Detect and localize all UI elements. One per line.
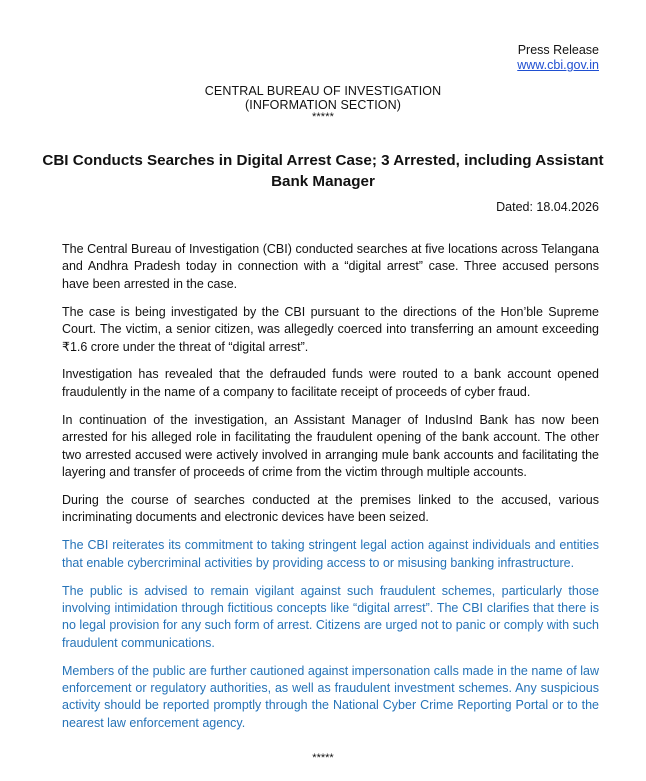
press-release-label: Press Release xyxy=(517,43,599,57)
paragraph-seizures: During the course of searches conducted at the premises linked to the accused, various incriminating documents and electronic devices have been seized. xyxy=(62,492,599,525)
paragraph-case-background: The case is being investigated by the CBI pursuant to the directions of the Hon’ble Supreme Court. The victim, a senior citizen, was allegedly coerced into transferring an amount exceeding ₹1.6 crore under the threat of “digital arrest”. xyxy=(62,304,599,354)
paragraph-commitment: The CBI reiterates its commitment to taking stringent legal action against individuals and entities that enable cybercriminal activities by providing access to or misusing banking infrastructure. xyxy=(62,538,599,570)
agency-separator: ***** xyxy=(312,111,334,123)
press-release-header xyxy=(517,43,599,73)
paragraph-investigation-findings: Investigation has revealed that the defrauded funds were routed to a bank account opened fraudulently in the name of a company to facilitate receipt of proceeds of cyber fraud. xyxy=(62,367,599,399)
agency-name: CENTRAL BUREAU OF INVESTIGATION xyxy=(204,84,442,98)
paragraph-caution: Members of the public are further cautioned against impersonation calls made in the name of law enforcement or regulatory authorities, as well as fraudulent investment schemes. Any suspicious activity should be reported promptly through the National Cyber Crime Reporting Portal or to the nearest law enforcement agency. xyxy=(62,663,599,730)
paragraph-searches: The Central Bureau of Investigation (CBI) conducted searches at five locations across Telangana and Andhra Pradesh today in connection with a “digital arrest” case. Three accused persons have been arrested in the case. xyxy=(62,242,599,291)
release-date: Dated: 18.04.2026 xyxy=(496,200,599,214)
paragraph-public-advisory: The public is advised to remain vigilant against such fraudulent schemes, particularly those involving intimidation through fictitious concepts like “digital arrest”. The CBI clarifies that there is no legal provision for any such form of arrest. Citizens are urged not to panic or comply with such fraudulent communications. xyxy=(62,583,599,650)
website-link[interactable]: www.cbi.gov.in xyxy=(517,58,599,72)
headline: CBI Conducts Searches in Digital Arrest Case; 3 Arrested, including Assistant Bank Manager xyxy=(42,152,604,190)
agency-block xyxy=(0,85,646,122)
press-release-body xyxy=(62,241,599,743)
paragraph-arrests: In continuation of the investigation, an Assistant Manager of IndusInd Bank has now been arrested for his alleged role in facilitating the fraudulent opening of the bank account. The other two arrested accused were actively involved in arranging mule bank accounts and facilitating the layering and transfer of proceeds of crime from the victim through multiple accounts. xyxy=(62,412,599,479)
footer-separator: ***** xyxy=(312,752,334,764)
agency-section: (INFORMATION SECTION) xyxy=(244,97,402,112)
